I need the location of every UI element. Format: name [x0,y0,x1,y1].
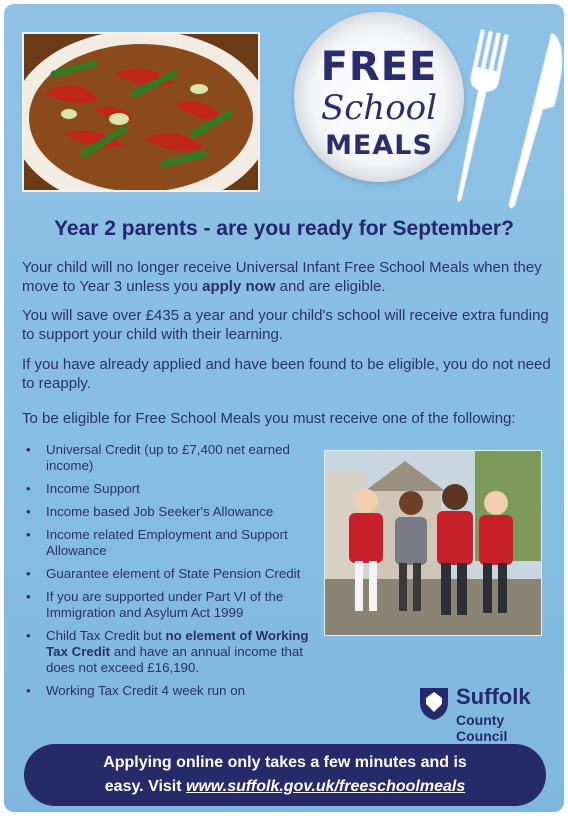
list-item: • If you are supported under Part VI of the Immigration and Asylum Act 1999 [26,589,284,620]
intro-text: Your child will no longer receive Universal Infant Free School Meals when they move to Year 3 unless you [22,259,542,295]
list-item: • Guarantee element of State Pension Credit [26,566,301,581]
list-item: • Child Tax Credit but no element of Working Tax Credit and have an annual income that does not exceed £16,190. [26,628,309,675]
eligibility-list [22,442,322,706]
list-item: • Income related Employment and Support Allowance [26,527,288,558]
poster [4,4,564,812]
apply-now-emphasis: apply now [202,278,276,295]
council-subtitle: County Council [456,712,508,744]
logo-school-text: School [320,88,438,128]
banner-line-2 [24,778,546,796]
intro-text-end: and are eligible. [275,278,386,295]
free-school-meals-logo [294,12,464,182]
apply-online-banner [24,744,546,806]
free-school-meals-link[interactable]: www.suffolk.gov.uk/freeschoolmeals [186,778,466,795]
list-item: • Income Support [26,481,140,496]
list-item: • Income based Job Seeker's Allowance [26,504,274,519]
headline: Year 2 parents - are you ready for September? [54,217,514,240]
banner-line-1: Applying online only takes a few minutes and is [103,754,467,771]
eligibility-intro: To be eligible for Free School Meals you must receive one of the following: [22,410,516,427]
fork-knife-icon [456,22,564,212]
food-photo [22,32,260,192]
logo-free-text: FREE [320,44,438,90]
list-item: • Universal Credit (up to £7,400 net earned income) [26,442,290,473]
intro-paragraph [22,258,552,296]
list-item: • Working Tax Credit 4 week run on [26,683,246,698]
council-name: Suffolk [456,684,531,709]
children-photo [324,450,542,636]
suffolk-county-council-logo [418,684,558,744]
reapply-paragraph: If you have already applied and have been found to be eligible, you do not need to reapply. [22,356,551,392]
shield-icon [418,686,450,722]
banner-visit-text: easy. Visit [104,778,187,795]
logo-meals-text: MEALS [325,130,433,161]
savings-paragraph: You will save over £435 a year and your child's school will receive extra funding to support your child with their learning. [22,307,549,343]
